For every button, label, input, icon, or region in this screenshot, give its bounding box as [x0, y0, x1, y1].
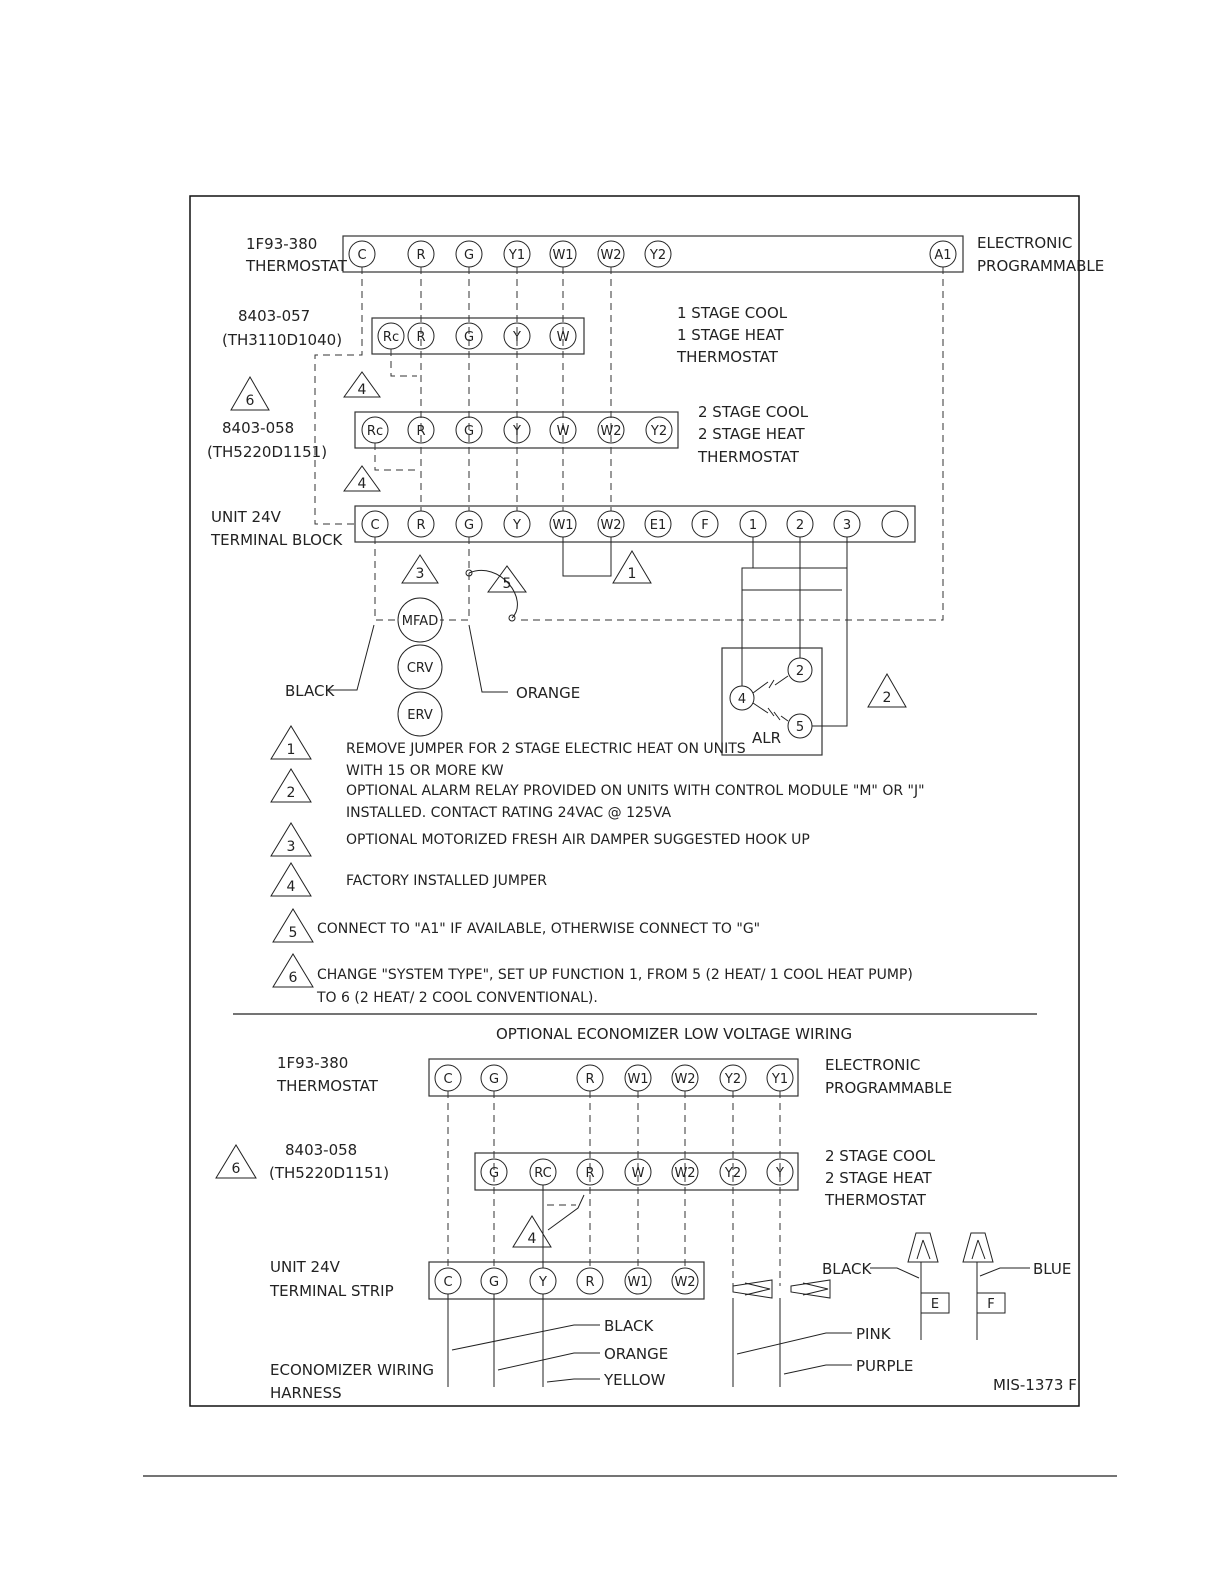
svg-text:W: W — [631, 1166, 645, 1181]
lower-tstat-terminal-c — [435, 1065, 461, 1091]
t058-model-label: 8403-058 — [222, 419, 295, 437]
lower-system-type-marker — [216, 1145, 256, 1178]
lower-unit-terminal-r — [577, 1268, 603, 1294]
t058-part-label: (TH5220D1151) — [207, 443, 328, 461]
svg-text:W: W — [556, 424, 570, 439]
svg-text:Y: Y — [513, 424, 521, 439]
note-3 — [271, 823, 810, 856]
tstat-terminal-g — [456, 241, 482, 267]
purple-plug-connector — [791, 1280, 830, 1298]
t058-terminal-y2 — [646, 417, 672, 443]
svg-text:CHANGE "SYSTEM TYPE", SET UP F: CHANGE "SYSTEM TYPE", SET UP FUNCTION 1, FROM 5 (2 HEAT/ 1 COOL HEAT PUMP) — [317, 967, 913, 983]
svg-text:5: 5 — [795, 720, 805, 735]
svg-text:F: F — [987, 1297, 995, 1312]
tstat-terminal-c — [349, 241, 375, 267]
lower-t058-part: (TH5220D1151) — [269, 1164, 390, 1182]
svg-text:CRV: CRV — [406, 661, 434, 676]
svg-text:1: 1 — [286, 742, 296, 758]
svg-text:G: G — [463, 330, 475, 345]
unit-block-label-2: TERMINAL BLOCK — [211, 531, 343, 549]
harness-pink-label: PINK — [856, 1325, 891, 1343]
unit-terminal-y — [504, 511, 530, 537]
svg-text:4: 4 — [737, 692, 747, 707]
harness-black-label: BLACK — [604, 1317, 654, 1335]
lower-unit-label-2: TERMINAL STRIP — [270, 1282, 394, 1300]
unit-terminal-3 — [834, 511, 860, 537]
f-wire-nut-icon — [963, 1233, 993, 1262]
svg-text:R: R — [585, 1166, 595, 1181]
svg-text:G: G — [463, 518, 475, 533]
svg-text:R: R — [416, 330, 426, 345]
svg-text:C: C — [443, 1275, 453, 1290]
lower-t058-desc-1: 2 STAGE COOL — [825, 1147, 936, 1165]
svg-text:Y: Y — [513, 330, 521, 345]
svg-text:6: 6 — [231, 1161, 241, 1177]
unit-terminal-w1 — [550, 511, 576, 537]
harness-label-1: ECONOMIZER WIRING — [270, 1361, 435, 1379]
svg-text:W2: W2 — [674, 1072, 696, 1087]
alr-terminal-2 — [788, 658, 812, 682]
wire-orange-label: ORANGE — [516, 684, 581, 702]
tstat-terminal-a1 — [930, 241, 956, 267]
unit-terminal-r — [408, 511, 434, 537]
svg-text:Rc: Rc — [366, 424, 384, 439]
svg-text:C: C — [370, 518, 380, 533]
tstat-terminal-y2 — [645, 241, 671, 267]
lower-unit-terminal-w2 — [672, 1268, 698, 1294]
wire-black-label: BLACK — [285, 682, 335, 700]
svg-text:E1: E1 — [649, 518, 667, 533]
svg-text:1: 1 — [748, 518, 758, 533]
a1-note-marker — [488, 566, 526, 592]
svg-text:3: 3 — [286, 839, 296, 855]
svg-text:OPTIONAL MOTORIZED FRESH AIR D: OPTIONAL MOTORIZED FRESH AIR DAMPER SUGGESTED HOOK UP — [346, 832, 810, 848]
harness-label-2: HARNESS — [270, 1384, 342, 1402]
svg-text:R: R — [416, 518, 426, 533]
svg-text:Y2: Y2 — [724, 1166, 742, 1181]
svg-text:4: 4 — [357, 476, 367, 492]
svg-text:E: E — [930, 1297, 940, 1312]
t057-desc-2: 1 STAGE HEAT — [677, 326, 784, 344]
svg-text:CONNECT TO "A1" IF AVAILABLE,: CONNECT TO "A1" IF AVAILABLE, OTHERWISE CONNECT TO "G" — [317, 921, 761, 937]
note-6 — [273, 954, 913, 1006]
t057-terminal-rc — [378, 323, 404, 349]
svg-text:F: F — [701, 518, 709, 533]
note-4 — [271, 863, 547, 896]
lower-tstat-type: THERMOSTAT — [277, 1077, 378, 1095]
w1-w2-jumper — [563, 537, 611, 576]
svg-text:FACTORY INSTALLED JUMPER: FACTORY INSTALLED JUMPER — [346, 873, 547, 889]
mfad-note-marker — [402, 555, 438, 583]
a1-link-dot-2 — [509, 615, 515, 621]
lower-tstat-terminal-w2 — [672, 1065, 698, 1091]
lower-jumper-leader — [548, 1195, 584, 1230]
svg-text:G: G — [488, 1275, 500, 1290]
lower-unit-label-1: UNIT 24V — [270, 1258, 340, 1276]
pink-plug-connector — [733, 1280, 772, 1298]
svg-text:W1: W1 — [552, 248, 574, 263]
tstat-terminal-w1 — [550, 241, 576, 267]
system-type-note-marker — [231, 377, 269, 410]
crv-circle — [398, 645, 442, 689]
svg-text:3: 3 — [415, 566, 425, 582]
unit-terminal-2 — [787, 511, 813, 537]
connector-black-label: BLACK — [822, 1260, 872, 1278]
svg-text:6: 6 — [288, 970, 298, 986]
svg-text:Y: Y — [776, 1166, 784, 1181]
note-1 — [271, 726, 746, 779]
lower-jumper — [543, 1185, 576, 1205]
svg-text:R: R — [416, 248, 426, 263]
svg-text:Y2: Y2 — [724, 1072, 742, 1087]
unit-terminal-g — [456, 511, 482, 537]
lower-unit-terminal-g — [481, 1268, 507, 1294]
svg-text:W2: W2 — [600, 248, 622, 263]
svg-text:6: 6 — [245, 393, 255, 409]
lower-t058-desc-2: 2 STAGE HEAT — [825, 1169, 932, 1187]
svg-text:W1: W1 — [627, 1275, 649, 1290]
svg-text:3: 3 — [842, 518, 852, 533]
svg-text:C: C — [443, 1072, 453, 1087]
tstat-desc-2: PROGRAMMABLE — [977, 257, 1105, 275]
alr-terminal-5 — [788, 714, 812, 738]
svg-text:4: 4 — [527, 1231, 537, 1247]
lower-tstat-strip — [429, 1059, 798, 1096]
svg-text:W2: W2 — [674, 1166, 696, 1181]
svg-text:R: R — [585, 1275, 595, 1290]
svg-text:5: 5 — [288, 925, 298, 941]
alr-terminal-4 — [730, 686, 754, 710]
t057-part-label: (TH3110D1040) — [222, 331, 343, 349]
unit-terminal-blank — [882, 511, 908, 537]
svg-text:G: G — [463, 248, 475, 263]
svg-text:REMOVE JUMPER FOR 2 STAGE ELEC: REMOVE JUMPER FOR 2 STAGE ELECTRIC HEAT ON UNITS — [346, 741, 746, 757]
alarm-note-marker — [868, 674, 906, 707]
svg-text:INSTALLED. CONTACT RATING 24VA: INSTALLED. CONTACT RATING 24VAC @ 125VA — [346, 805, 672, 821]
t058-desc-1: 2 STAGE COOL — [698, 403, 809, 421]
svg-text:TO 6 (2 HEAT/ 2 COOL CONVENTIO: TO 6 (2 HEAT/ 2 COOL CONVENTIONAL). — [317, 990, 598, 1006]
lower-unit-strip — [429, 1262, 704, 1299]
t058-desc-2: 2 STAGE HEAT — [698, 425, 805, 443]
lower-tstat-terminal-y1 — [767, 1065, 793, 1091]
lower-t058-desc-3: THERMOSTAT — [825, 1191, 926, 1209]
connector-blue-label: BLUE — [1033, 1260, 1072, 1278]
svg-text:A1: A1 — [934, 248, 952, 263]
alr-contacts — [753, 676, 788, 721]
jumper-note-marker-1 — [344, 372, 380, 398]
svg-text:Y: Y — [539, 1275, 547, 1290]
svg-text:Y2: Y2 — [650, 424, 668, 439]
tstat-type-label: THERMOSTAT — [246, 257, 347, 275]
lower-tstat-model: 1F93-380 — [277, 1054, 349, 1072]
lower-tstat-desc-2: PROGRAMMABLE — [825, 1079, 953, 1097]
svg-text:W2: W2 — [600, 424, 622, 439]
svg-text:2: 2 — [882, 690, 892, 706]
lower-unit-terminal-c — [435, 1268, 461, 1294]
svg-text:G: G — [488, 1072, 500, 1087]
lower-unit-terminal-w1 — [625, 1268, 651, 1294]
svg-text:W1: W1 — [627, 1072, 649, 1087]
svg-text:2: 2 — [795, 518, 805, 533]
unit-terminal-f — [692, 511, 718, 537]
alr-wiring — [742, 537, 847, 726]
tstat-terminal-r — [408, 241, 434, 267]
svg-text:G: G — [463, 424, 475, 439]
svg-text:W: W — [556, 330, 570, 345]
svg-text:OPTIONAL ALARM RELAY PROVIDED: OPTIONAL ALARM RELAY PROVIDED ON UNITS WITH CONTROL MODULE "M" OR "J" — [346, 783, 925, 799]
unit-terminal-1 — [740, 511, 766, 537]
svg-text:Y: Y — [513, 518, 521, 533]
unit-block-strip — [355, 506, 915, 542]
t058-jumper — [375, 443, 417, 470]
alr-label: ALR — [752, 729, 782, 747]
lower-dashed-wires — [448, 1091, 780, 1286]
svg-text:C: C — [357, 248, 367, 263]
drawing-number: MIS-1373 F — [993, 1376, 1077, 1394]
svg-text:R: R — [585, 1072, 595, 1087]
t057-desc-1: 1 STAGE COOL — [677, 304, 788, 322]
svg-text:ERV: ERV — [407, 708, 433, 723]
t057-desc-3: THERMOSTAT — [677, 348, 778, 366]
t058-desc-3: THERMOSTAT — [698, 448, 799, 466]
unit-block-label-1: UNIT 24V — [211, 508, 281, 526]
svg-text:W2: W2 — [674, 1275, 696, 1290]
orange-leader — [469, 625, 508, 692]
unit-terminal-w2 — [598, 511, 624, 537]
unit-terminal-c — [362, 511, 388, 537]
lower-tstat-terminal-r — [577, 1065, 603, 1091]
svg-text:2: 2 — [286, 785, 296, 801]
tstat-terminal-w2 — [598, 241, 624, 267]
f-blue-leader — [980, 1268, 1030, 1276]
svg-text:Y2: Y2 — [649, 248, 667, 263]
diagram-frame — [190, 196, 1079, 1406]
tstat-terminal-y1 — [504, 241, 530, 267]
svg-text:4: 4 — [357, 382, 367, 398]
svg-text:W2: W2 — [600, 518, 622, 533]
unit-terminal-e1 — [645, 511, 671, 537]
svg-text:WITH 15 OR MORE KW: WITH 15 OR MORE KW — [346, 763, 504, 779]
lower-t058-model: 8403-058 — [285, 1141, 358, 1159]
svg-text:2: 2 — [795, 664, 805, 679]
erv-circle — [398, 692, 442, 736]
svg-text:1: 1 — [627, 566, 637, 582]
svg-text:G: G — [488, 1166, 500, 1181]
tstat-desc-1: ELECTRONIC — [977, 234, 1073, 252]
harness-yellow-label: YELLOW — [604, 1371, 666, 1389]
lower-tstat-desc-1: ELECTRONIC — [825, 1056, 921, 1074]
e-terminal-box — [921, 1293, 949, 1313]
mfad-circle — [398, 598, 442, 642]
t058-terminal-rc — [362, 417, 388, 443]
svg-text:Y1: Y1 — [771, 1072, 789, 1087]
harness-purple-label: PURPLE — [856, 1357, 914, 1375]
economizer-title: OPTIONAL ECONOMIZER LOW VOLTAGE WIRING — [496, 1025, 853, 1043]
svg-text:MFAD: MFAD — [401, 614, 439, 629]
svg-text:5: 5 — [502, 576, 512, 592]
svg-text:RC: RC — [534, 1166, 552, 1181]
e-wire-nut-icon — [908, 1233, 938, 1262]
svg-text:Rc: Rc — [382, 330, 400, 345]
note-5 — [273, 909, 760, 942]
w-jumper-note-marker — [613, 551, 651, 583]
e-black-leader — [870, 1268, 919, 1278]
lower-t058-terminal-rc — [530, 1159, 556, 1185]
svg-text:R: R — [416, 424, 426, 439]
lower-tstat-terminal-y2 — [720, 1065, 746, 1091]
t057-model-label: 8403-057 — [238, 307, 311, 325]
svg-text:Y1: Y1 — [508, 248, 526, 263]
lower-unit-terminal-y — [530, 1268, 556, 1294]
svg-text:W1: W1 — [552, 518, 574, 533]
svg-text:4: 4 — [286, 879, 296, 895]
black-leader — [329, 625, 374, 690]
lower-tstat-terminal-w1 — [625, 1065, 651, 1091]
harness-orange-label: ORANGE — [604, 1345, 669, 1363]
lower-jumper-marker — [513, 1216, 551, 1247]
tstat-model-label: 1F93-380 — [246, 235, 318, 253]
f-terminal-box — [977, 1293, 1005, 1313]
t057-jumper — [391, 349, 417, 376]
lower-tstat-terminal-g — [481, 1065, 507, 1091]
